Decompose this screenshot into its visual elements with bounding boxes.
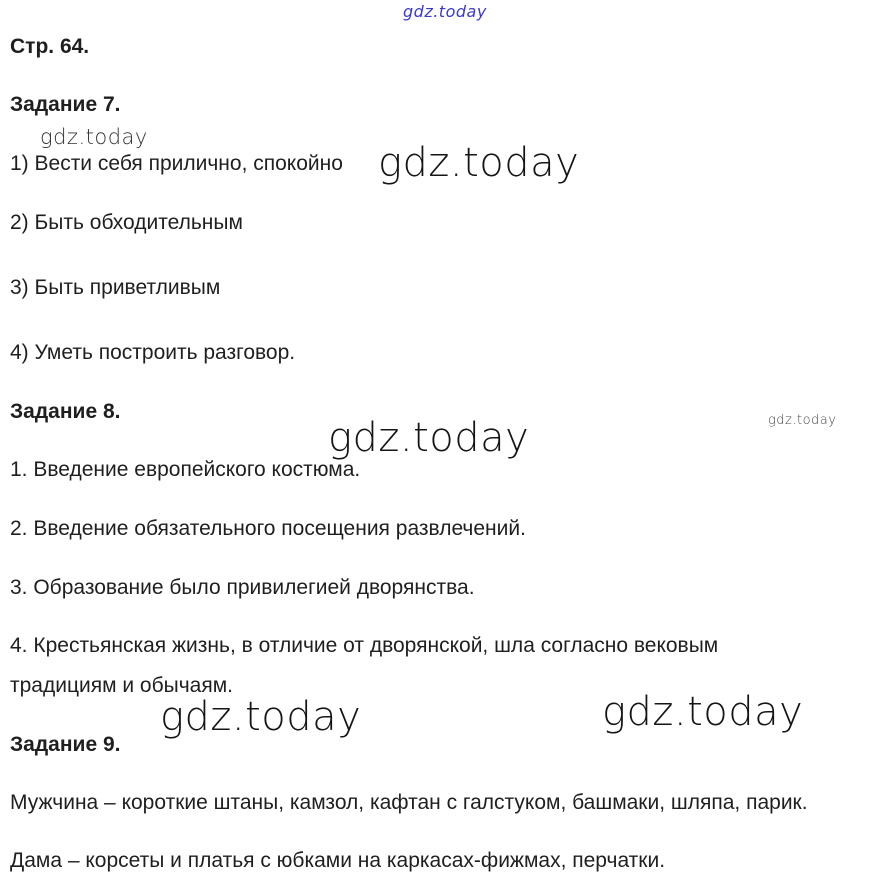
task8-item-4-continued: традициям и обычаям. xyxy=(10,674,233,697)
task8-title: Задание 8. xyxy=(10,400,121,423)
watermark-big-3: gdz.today xyxy=(160,694,362,740)
watermark-big-1: gdz.today xyxy=(378,140,580,186)
watermark-big-2: gdz.today xyxy=(328,415,530,461)
watermark-top: gdz.today xyxy=(403,2,487,21)
task7-item-4: 4) Уметь построить разговор. xyxy=(10,341,296,364)
task7-title: Задание 7. xyxy=(10,93,121,116)
task7-item-2: 2) Быть обходительным xyxy=(10,211,243,234)
task8-item-1: 1. Введение европейского костюма. xyxy=(10,458,361,481)
watermark-tiny: gdz.today xyxy=(768,413,837,428)
task9-title: Задание 9. xyxy=(10,733,121,756)
task9-item-2: Дама – корсеты и платья с юбками на каркасах-фижмах, перчатки. xyxy=(10,849,666,872)
watermark-big-4: gdz.today xyxy=(602,689,804,735)
task9-item-1: Мужчина – короткие штаны, камзол, кафтан с галстуком, башмаки, шляпа, парик. xyxy=(10,791,808,814)
task7-item-1: 1) Вести себя прилично, спокойно xyxy=(10,152,343,175)
page-heading: Стр. 64. xyxy=(10,35,90,58)
watermark-small-1: gdz.today xyxy=(40,125,148,149)
task8-item-3: 3. Образование было привилегией дворянства. xyxy=(10,576,475,599)
task8-item-4: 4. Крестьянская жизнь, в отличие от дворянской, шла согласно вековым xyxy=(10,634,719,657)
task8-item-2: 2. Введение обязательного посещения развлечений. xyxy=(10,517,526,540)
task7-item-3: 3) Быть приветливым xyxy=(10,276,221,299)
